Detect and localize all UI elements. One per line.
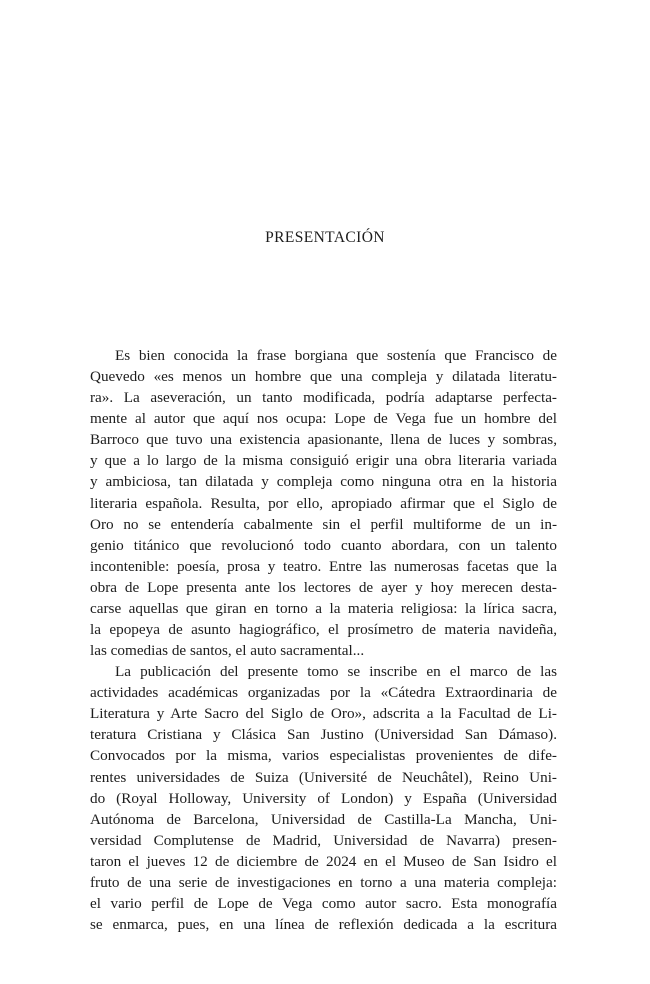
text-line: Convocados por la misma, varios especialistas provenientes de dife- xyxy=(90,747,557,765)
text-line: Literatura y Arte Sacro del Siglo de Oro», adscrita a la Facultad de Li- xyxy=(90,705,557,723)
body-text xyxy=(90,345,557,935)
text-line: Barroco que tuvo una existencia apasionante, llena de luces y sombras, xyxy=(90,431,557,449)
text-line: y ambiciosa, tan dilatada y compleja como ninguna otra en la historia xyxy=(90,473,557,491)
text-line: carse aquellas que giran en torno a la materia religiosa: la lírica sacra, xyxy=(90,599,557,617)
text-line: genio titánico que revolucionó todo cuanto abordara, con un talento xyxy=(90,536,557,554)
text-line: La publicación del presente tomo se inscribe en el marco de las xyxy=(115,663,557,681)
text-line: Oro no se entendería cabalmente sin el perfil multiforme de un in- xyxy=(90,515,557,533)
text-line: ra». La aseveración, un tanto modificada, podría adaptarse perfecta- xyxy=(90,389,557,407)
text-line: el vario perfil de Lope de Vega como autor sacro. Esta monografía xyxy=(90,895,557,913)
text-line: las comedias de santos, el auto sacramental... xyxy=(90,642,365,660)
text-line: Autónoma de Barcelona, Universidad de Castilla-La Mancha, Uni- xyxy=(90,810,557,828)
page-title: PRESENTACIÓN xyxy=(265,229,385,246)
text-line: Quevedo «es menos un hombre que una compleja y dilatada literatu- xyxy=(90,368,557,386)
text-line: fruto de una serie de investigaciones en torno a una materia compleja: xyxy=(90,873,557,891)
text-line: mente al autor que aquí nos ocupa: Lope de Vega fue un hombre del xyxy=(90,410,557,428)
text-line: y que a lo largo de la misma consiguió erigir una obra literaria variada xyxy=(90,452,557,470)
text-line: do (Royal Holloway, University of London) y España (Universidad xyxy=(90,789,557,807)
text-line: rentes universidades de Suiza (Université de Neuchâtel), Reino Uni- xyxy=(90,768,557,786)
text-line: versidad Complutense de Madrid, Universidad de Navarra) presen- xyxy=(90,831,557,849)
text-line: se enmarca, pues, en una línea de reflexión dedicada a la escritura xyxy=(90,916,557,934)
text-line: teratura Cristiana y Clásica San Justino (Universidad San Dámaso). xyxy=(90,726,557,744)
text-line: obra de Lope presenta ante los lectores de ayer y hoy merecen desta- xyxy=(90,578,557,596)
text-line: incontenible: poesía, prosa y teatro. Entre las numerosas facetas que la xyxy=(90,557,557,575)
text-line: Es bien conocida la frase borgiana que sostenía que Francisco de xyxy=(115,347,557,364)
text-line: actividades académicas organizadas por la «Cátedra Extraordinaria de xyxy=(90,684,557,702)
text-line: la epopeya de asunto hagiográfico, el prosímetro de materia navideña, xyxy=(90,621,557,639)
text-line: literaria española. Resulta, por ello, apropiado afirmar que el Siglo de xyxy=(90,494,557,512)
text-line: taron el jueves 12 de diciembre de 2024 en el Museo de San Isidro el xyxy=(90,852,557,870)
